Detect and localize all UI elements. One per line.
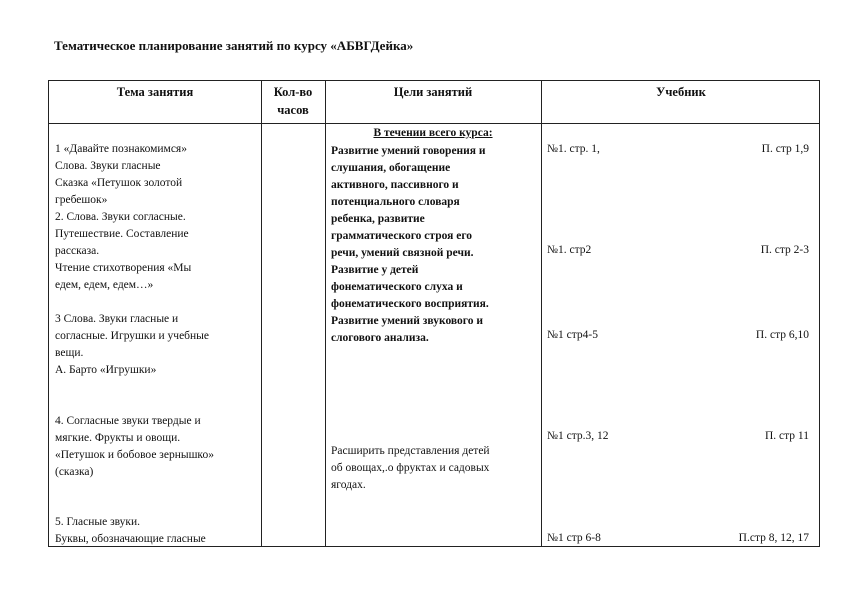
goals-main: Развитие умений говорения и слушания, обогащение активного, пассивного и потенциального словаря ребенка, развитие грамматического строя его речи, умений связной речи. Развитие у детей фонематического слуха и фонематического восприятия. Развитие умений звукового и слогового анализа.: [331, 145, 489, 344]
topic-3: 3 Слова. Звуки гласные и согласные. Игрушки и учебные вещи. А. Барто «Игрушки»: [55, 313, 210, 376]
topic-4: 4. Согласные звуки твердые и мягкие. Фрукты и овощи. «Петушок и бобовое зернышко» (сказка): [55, 415, 214, 478]
topic-1-2: 1 «Давайте познакомимся» Слова. Звуки гласные Сказка «Петушок золотой гребешок» 2. Слова. Звуки согласные. Путешествие. Составление рассказа. Чтение стихотворения «Мы едем, едем, едем…»: [55, 143, 192, 291]
planning-table: [48, 80, 820, 547]
textbook-page-5: П.стр 8, 12, 17: [738, 532, 809, 544]
goals-second: Расширить представления детей об овощах,.о фруктах и садовых ягодах.: [331, 445, 490, 491]
textbook-page-1: П. стр 1,9: [761, 143, 809, 155]
textbook-page-4: П. стр 11: [764, 430, 809, 442]
header-goals: Цели занятий: [393, 85, 473, 99]
col-divider-2: [325, 81, 326, 546]
header-hours: Кол-во часов: [273, 85, 313, 117]
textbook-book-1: №1. стр. 1,: [547, 143, 600, 155]
document-title: Тематическое планирование занятий по курсу «АБВГДейка»: [54, 38, 414, 53]
topic-5: 5. Гласные звуки. Буквы, обозначающие гласные: [55, 516, 206, 545]
textbook-page-3: П. стр 6,10: [755, 329, 809, 341]
textbook-book-4: №1 стр.3, 12: [547, 430, 609, 442]
col-divider-3: [541, 81, 542, 546]
goals-heading: В течении всего курса:: [373, 127, 493, 139]
textbook-page-2: П. стр 2-3: [760, 244, 809, 256]
col-divider-1: [261, 81, 262, 546]
textbook-book-5: №1 стр 6-8: [547, 532, 601, 544]
textbook-book-3: №1 стр4-5: [547, 329, 598, 341]
header-divider: [49, 123, 819, 124]
textbook-book-2: №1. стр2: [547, 244, 592, 256]
header-textbook: Учебник: [656, 85, 706, 99]
header-topic: Тема занятия: [116, 85, 194, 99]
